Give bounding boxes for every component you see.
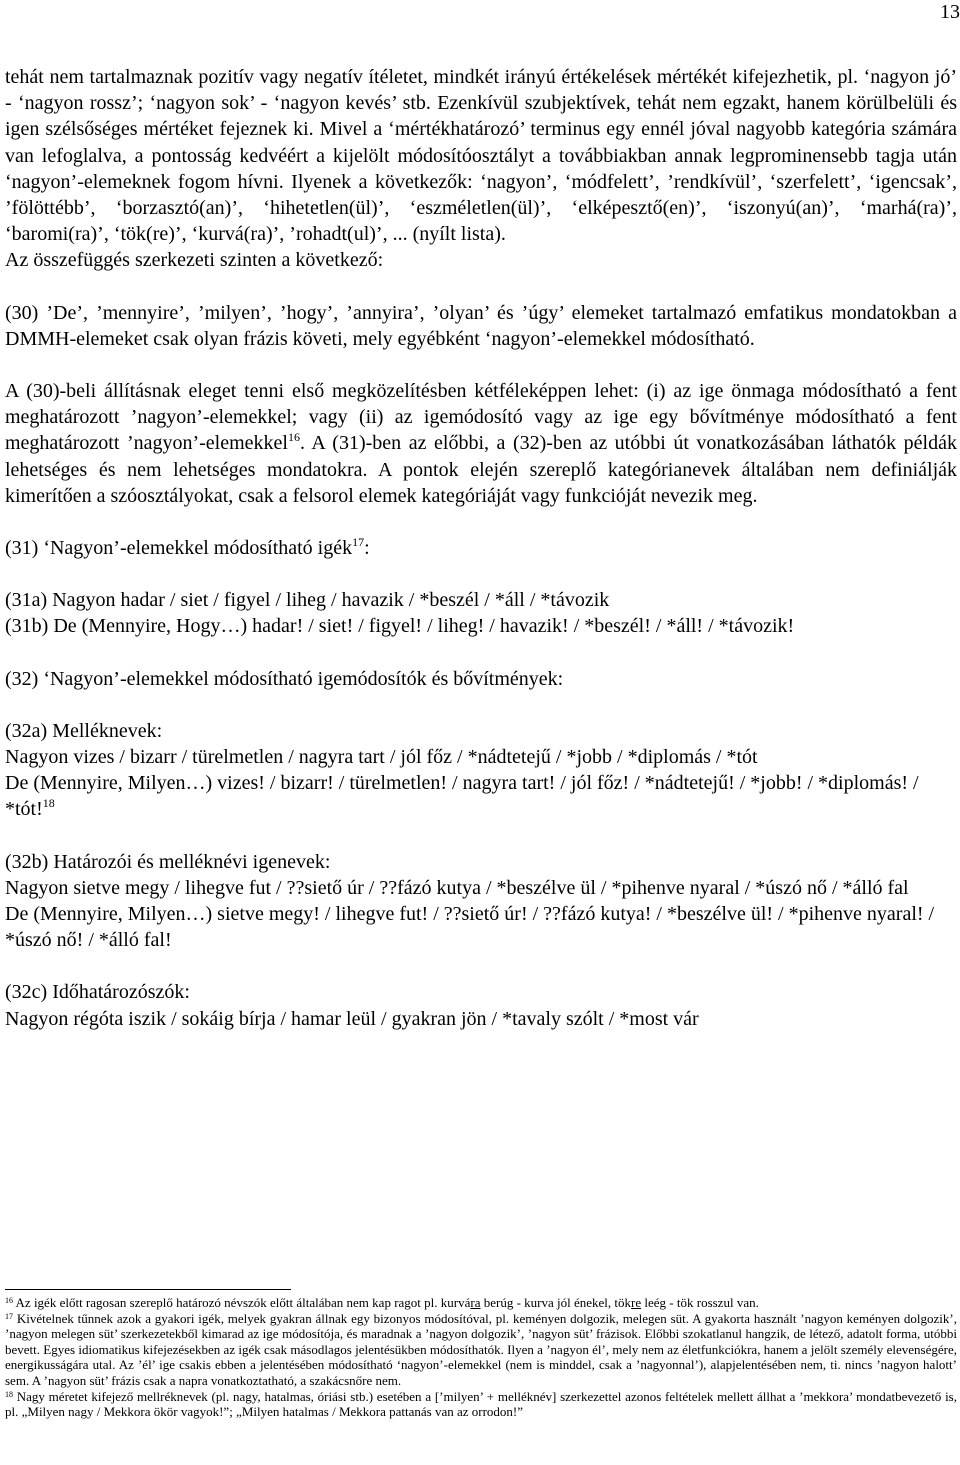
footnote-16-underlined-suffix: ra [470,1295,481,1310]
paragraph-structural: Az összefüggés szerkezeti szinten a következő: [5,249,384,272]
footnote-ref-18: 18 [42,796,55,811]
footnote-17-number: 17 [5,1311,13,1321]
footnote-16-number: 16 [5,1296,13,1305]
footnote-16 [5,1295,957,1311]
example-32a-line1: Nagyon vizes / bizarr / türelmetlen / nagyra tart / jól főz / *nádtetejű / *jobb / *diplomás / *tót [5,746,758,769]
paragraph-claim-analysis [5,378,957,509]
example-31-heading-colon: : [364,537,370,560]
example-31-heading-text: (31) ‘Nagyon’-elemekkel módosítható igék [5,537,353,560]
footnote-16-underlined-suffix: re [631,1295,642,1310]
example-32a-heading: (32a) Melléknevek: [5,719,163,742]
example-31-heading [5,535,957,561]
footnote-18-text: Nagy méretet kifejező mellréknevek (pl. nagy, hatalmas, óriási stb.) esetében a [’milyen’ + melléknév] szerkezettel azonos feltételek mellett állhat a ’mekkora’ mondatbevezető is, pl. „Milyen nagy / Mekkora ökör vagyok!”; „Milyen hatalmas / Mekkora pattanás van az orrodon!” [5,1388,957,1420]
paragraph-claim-part1: A (30)-beli állításnak eleget tenni első megközelítésben kétféleképpen lehet: (i) az ige önmaga módosítható a fent meghatározott ’nagyon’-elemekkel; vagy (ii) az igemódosító vagy az ige egy bővítménye módosítható a fent meghatározott ’nagyon’-elemekkel [5,380,957,455]
footnote-17-text: Kivételnek tűnnek azok a gyakori igék, melyek gyakran állnak egy bizonyos módosítóval, pl. keményen dolgozik, melegen süt. A gyakorta használt ’nagyon keményen dolgozik’, ’nagyon melegen süt’ szerkezetekből kimarad az ige módosítója, és maradnak a ’nagyon dolgozik’, ’nagyon süt’ frázisok. Előbbi szokatlanul hangzik, de létező, adatolt forma, utóbbi bevett. Egyes idiomatikus kifejezésekben az igék csak másodlagos jelentésükben módosíthatók. Ilyen a ’nagyon él’, mely nem az életfunkciókra, hanem a jelölt személy elevenségére, energikusságára utal. Az ’él’ ige csakis ebben a jelentésében módosítható ‘nagyon’-elemekkel (nem is minddel, csak a ’nagyonnal’), alapjelentésében nem, ti. nincs ’nagyon halott’ sem. A ’nagyon süt’ frázis csak a napra vonatkoztatható, a szakácsnőre nem. [5,1310,957,1388]
footnote-separator [5,1289,291,1290]
footnote-18 [5,1389,957,1420]
example-32a-line2 [5,770,957,822]
main-text [5,64,957,1032]
example-32b-line1: Nagyon sietve megy / lihegve fut / ??siető úr / ??fázó kutya / *beszélve ül / *pihenve nyaral / *úszó nő / *álló fal [5,876,909,899]
footnotes [5,1295,957,1420]
example-32a-line2-text: De (Mennyire, Milyen…) vizes! / bizarr! / türelmetlen! / nagyra tart! / jól főz! / *nádtetejű! / *jobb! / *diplomás! / *tót! [5,772,919,821]
example-32c-line1: Nagyon régóta iszik / sokáig bírja / hamar leül / gyakran jön / *tavaly szólt / *most vár [5,1007,699,1030]
footnote-17 [5,1311,957,1389]
footnote-ref-16: 16 [287,430,300,445]
footnote-16-text-a: Az igék előtt ragosan szereplő határozó névszók előtt általában nem kap ragot pl. kurvá [13,1295,471,1310]
page-number: 13 [940,1,960,23]
footnote-ref-17: 17 [352,535,365,550]
example-31b: (31b) De (Mennyire, Hogy…) hadar! / siet! / figyel! / liheg! / havazik! / *beszél! / *áll! / *távozik! [5,615,795,638]
paragraph-intro: tehát nem tartalmaznak pozitív vagy negatív ítéletet, mindkét irányú értékelések mértékét kifejezhetik, pl. ‘nagyon jó’ - ‘nagyon rossz’; ‘nagyon sok’ - ‘nagyon kevés’ stb. Ezenkívül szubjektívek, tehát nem egzakt, hanem körülbelüli és igen szélsőséges mértéket fejeznek ki. Mivel a ‘mértékhatározó’ terminus egy ennél jóval nagyobb kategória számára van lefoglalva, a pontosság kedvéért a kijelölt módosítóosztályt a továbbiakban annak legprominensebb tagja után ‘nagyon’-elemeknek fogom hívni. Ilyenek a következők: ‘nagyon’, ‘módfelett’, ’rendkívül’, ‘szerfelett’, ‘igencsak’, ’fölöttébb’, ‘borzasztó(an)’, ‘hihetetlen(ül)’, ‘eszméletlen(ül)’, ‘elképesztő(en)’, ‘iszonyú(an)’, ‘marhá(ra)’, ‘baromi(ra)’, ‘tök(re)’, ‘kurvá(ra)’, ’rohadt(ul)’, ... (nyílt lista). [5,66,957,246]
footnote-16-text-c: leég - tök rosszul van. [641,1295,759,1310]
footnote-18-number: 18 [5,1389,13,1399]
example-32-heading: (32) ‘Nagyon’-elemekkel módosítható igemódosítók és bővítmények: [5,667,564,690]
example-31a: (31a) Nagyon hadar / siet / figyel / liheg / havazik / *beszél / *áll / *távozik [5,589,610,612]
example-32b-line2: De (Mennyire, Milyen…) sietve megy! / lihegve fut! / ??siető úr! / ??fázó kutya! / *beszélve ül! / *pihenve nyaral! / *úszó nő! / *álló fal! [5,903,935,952]
paragraph-example-30: (30) ’De’, ’mennyire’, ’milyen’, ’hogy’, ’annyira’, ’olyan’ és ’úgy’ elemeket tartalmazó emfatikus mondatokban a DMMH-elemeket csak olyan frázis követi, mely egyébként ‘nagyon’-elemekkel módosítható. [5,301,957,350]
example-32c-heading: (32c) Időhatározószók: [5,981,190,1004]
example-32b-heading: (32b) Határozói és melléknévi igenevek: [5,850,331,873]
paragraph-claim-part2: . A (31)-ben az előbbi, a (32)-ben az utóbbi út vonatkozásában láthatók példák lehetséges és nem lehetséges mondatokra. A pontok elején szereplő kategórianevek általában nem definiálják kimerítően a szóosztályokat, csak a felsorol elemek kategóriáját vagy funkcióját nevezik meg. [5,432,957,507]
footnote-16-text-b: berúg - kurva jól énekel, tök [480,1295,632,1310]
